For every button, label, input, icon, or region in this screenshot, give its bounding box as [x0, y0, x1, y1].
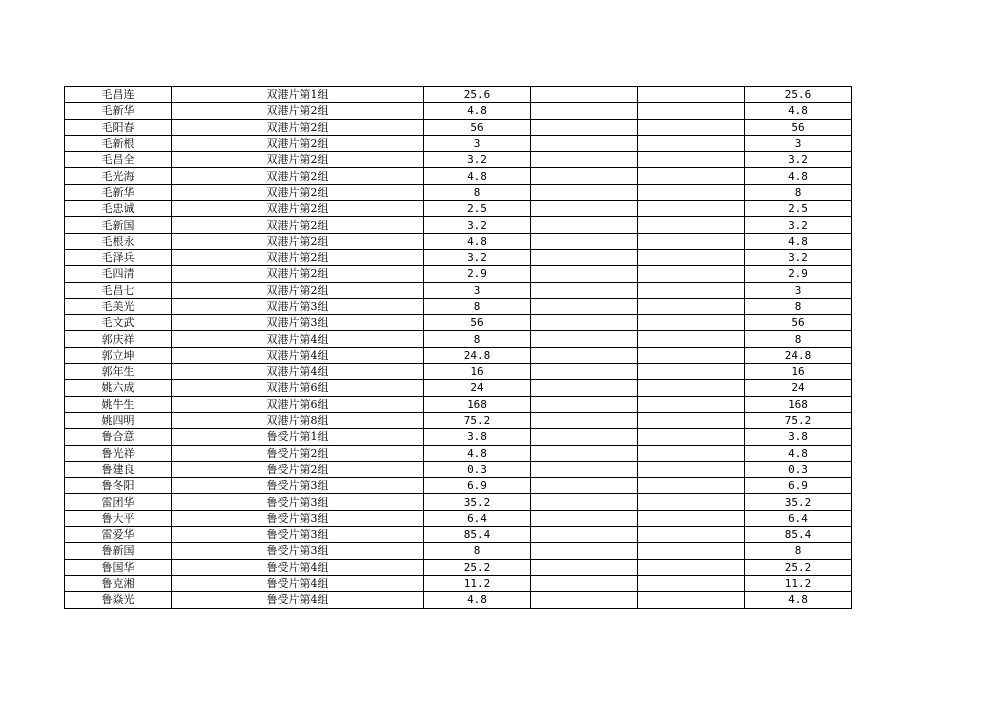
amount-cell: 4.8: [424, 445, 531, 461]
table-row: [65, 201, 852, 217]
group-cell: 双港片第4组: [172, 331, 424, 347]
group-cell: 鲁受片第3组: [172, 543, 424, 559]
group-cell: 双港片第3组: [172, 315, 424, 331]
group-cell: 双港片第2组: [172, 184, 424, 200]
total-cell: 3.2: [745, 249, 852, 265]
total-cell: 75.2: [745, 412, 852, 428]
amount-cell: 4.8: [424, 168, 531, 184]
empty-cell: [638, 119, 745, 135]
table-row: [65, 347, 852, 363]
amount-cell: 8: [424, 298, 531, 314]
total-cell: 16: [745, 364, 852, 380]
amount-cell: 0.3: [424, 461, 531, 477]
name-cell: 毛四清: [65, 266, 172, 282]
group-cell: 鲁受片第3组: [172, 494, 424, 510]
table-row: [65, 396, 852, 412]
empty-cell: [531, 298, 638, 314]
empty-cell: [638, 592, 745, 608]
amount-cell: 56: [424, 315, 531, 331]
name-cell: 郭年生: [65, 364, 172, 380]
empty-cell: [638, 331, 745, 347]
total-cell: 3.2: [745, 152, 852, 168]
amount-cell: 3.2: [424, 152, 531, 168]
empty-cell: [531, 478, 638, 494]
total-cell: 4.8: [745, 103, 852, 119]
total-cell: 6.9: [745, 478, 852, 494]
empty-cell: [531, 592, 638, 608]
total-cell: 168: [745, 396, 852, 412]
group-cell: 双港片第3组: [172, 298, 424, 314]
amount-cell: 85.4: [424, 527, 531, 543]
empty-cell: [638, 559, 745, 575]
empty-cell: [531, 347, 638, 363]
group-cell: 双港片第2组: [172, 135, 424, 151]
total-cell: 2.5: [745, 201, 852, 217]
amount-cell: 8: [424, 331, 531, 347]
group-cell: 双港片第2组: [172, 103, 424, 119]
amount-cell: 24.8: [424, 347, 531, 363]
name-cell: 鲁国华: [65, 559, 172, 575]
table-row: [65, 217, 852, 233]
empty-cell: [531, 103, 638, 119]
table-row: [65, 461, 852, 477]
amount-cell: 8: [424, 543, 531, 559]
table-row: [65, 575, 852, 591]
total-cell: 4.8: [745, 445, 852, 461]
empty-cell: [531, 331, 638, 347]
amount-cell: 4.8: [424, 103, 531, 119]
total-cell: 25.6: [745, 87, 852, 103]
empty-cell: [531, 396, 638, 412]
table-row: [65, 282, 852, 298]
total-cell: 11.2: [745, 575, 852, 591]
empty-cell: [531, 217, 638, 233]
amount-cell: 3: [424, 282, 531, 298]
group-cell: 双港片第2组: [172, 282, 424, 298]
empty-cell: [531, 152, 638, 168]
group-cell: 鲁受片第1组: [172, 429, 424, 445]
empty-cell: [638, 298, 745, 314]
amount-cell: 16: [424, 364, 531, 380]
group-cell: 鲁受片第4组: [172, 575, 424, 591]
empty-cell: [531, 461, 638, 477]
empty-cell: [531, 559, 638, 575]
empty-cell: [531, 266, 638, 282]
amount-cell: 75.2: [424, 412, 531, 428]
amount-cell: 3: [424, 135, 531, 151]
empty-cell: [531, 315, 638, 331]
name-cell: 毛新华: [65, 103, 172, 119]
amount-cell: 35.2: [424, 494, 531, 510]
name-cell: 毛根永: [65, 233, 172, 249]
table-body: [65, 87, 852, 609]
name-cell: 姚四明: [65, 412, 172, 428]
table-row: [65, 429, 852, 445]
empty-cell: [638, 412, 745, 428]
table-row: [65, 315, 852, 331]
table-row: [65, 478, 852, 494]
group-cell: 双港片第2组: [172, 233, 424, 249]
group-cell: 鲁受片第3组: [172, 478, 424, 494]
empty-cell: [531, 233, 638, 249]
amount-cell: 3.8: [424, 429, 531, 445]
empty-cell: [638, 152, 745, 168]
empty-cell: [638, 184, 745, 200]
name-cell: 毛新国: [65, 217, 172, 233]
group-cell: 双港片第8组: [172, 412, 424, 428]
total-cell: 6.4: [745, 510, 852, 526]
group-cell: 双港片第4组: [172, 364, 424, 380]
empty-cell: [638, 217, 745, 233]
empty-cell: [531, 201, 638, 217]
amount-cell: 4.8: [424, 592, 531, 608]
empty-cell: [638, 103, 745, 119]
table-row: [65, 380, 852, 396]
empty-cell: [531, 494, 638, 510]
name-cell: 毛忠诚: [65, 201, 172, 217]
group-cell: 双港片第2组: [172, 217, 424, 233]
total-cell: 3: [745, 135, 852, 151]
amount-cell: 6.9: [424, 478, 531, 494]
name-cell: 毛新根: [65, 135, 172, 151]
empty-cell: [531, 510, 638, 526]
group-cell: 双港片第2组: [172, 152, 424, 168]
group-cell: 双港片第2组: [172, 201, 424, 217]
table-row: [65, 592, 852, 608]
table-row: [65, 168, 852, 184]
name-cell: 郭庆祥: [65, 331, 172, 347]
empty-cell: [638, 201, 745, 217]
empty-cell: [638, 233, 745, 249]
name-cell: 鲁冬阳: [65, 478, 172, 494]
empty-cell: [531, 380, 638, 396]
total-cell: 4.8: [745, 168, 852, 184]
empty-cell: [638, 543, 745, 559]
table-row: [65, 233, 852, 249]
data-table: [64, 86, 852, 609]
empty-cell: [638, 168, 745, 184]
name-cell: 鲁克湘: [65, 575, 172, 591]
name-cell: 姚六成: [65, 380, 172, 396]
group-cell: 鲁受片第3组: [172, 527, 424, 543]
group-cell: 双港片第2组: [172, 119, 424, 135]
table-row: [65, 135, 852, 151]
group-cell: 双港片第2组: [172, 249, 424, 265]
empty-cell: [531, 119, 638, 135]
amount-cell: 6.4: [424, 510, 531, 526]
group-cell: 双港片第1组: [172, 87, 424, 103]
name-cell: 雷团华: [65, 494, 172, 510]
name-cell: 郭立坤: [65, 347, 172, 363]
empty-cell: [531, 412, 638, 428]
empty-cell: [638, 575, 745, 591]
empty-cell: [531, 168, 638, 184]
group-cell: 鲁受片第4组: [172, 592, 424, 608]
name-cell: 毛昌七: [65, 282, 172, 298]
total-cell: 85.4: [745, 527, 852, 543]
empty-cell: [531, 87, 638, 103]
total-cell: 35.2: [745, 494, 852, 510]
table-row: [65, 87, 852, 103]
amount-cell: 25.6: [424, 87, 531, 103]
name-cell: 毛昌全: [65, 152, 172, 168]
total-cell: 25.2: [745, 559, 852, 575]
name-cell: 毛新华: [65, 184, 172, 200]
total-cell: 8: [745, 543, 852, 559]
empty-cell: [531, 527, 638, 543]
empty-cell: [638, 282, 745, 298]
group-cell: 双港片第4组: [172, 347, 424, 363]
empty-cell: [638, 315, 745, 331]
total-cell: 4.8: [745, 592, 852, 608]
total-cell: 3.2: [745, 217, 852, 233]
group-cell: 双港片第2组: [172, 266, 424, 282]
name-cell: 鲁焱光: [65, 592, 172, 608]
empty-cell: [638, 494, 745, 510]
empty-cell: [638, 445, 745, 461]
empty-cell: [531, 249, 638, 265]
total-cell: 8: [745, 184, 852, 200]
table-row: [65, 249, 852, 265]
empty-cell: [531, 135, 638, 151]
empty-cell: [638, 527, 745, 543]
empty-cell: [638, 461, 745, 477]
table-row: [65, 559, 852, 575]
name-cell: 鲁新国: [65, 543, 172, 559]
total-cell: 8: [745, 331, 852, 347]
amount-cell: 3.2: [424, 249, 531, 265]
empty-cell: [531, 429, 638, 445]
empty-cell: [531, 575, 638, 591]
total-cell: 56: [745, 315, 852, 331]
name-cell: 毛文武: [65, 315, 172, 331]
empty-cell: [638, 396, 745, 412]
empty-cell: [531, 364, 638, 380]
group-cell: 双港片第6组: [172, 396, 424, 412]
amount-cell: 24: [424, 380, 531, 396]
empty-cell: [638, 87, 745, 103]
amount-cell: 168: [424, 396, 531, 412]
table-row: [65, 510, 852, 526]
empty-cell: [638, 266, 745, 282]
name-cell: 鲁建良: [65, 461, 172, 477]
empty-cell: [638, 347, 745, 363]
table-row: [65, 266, 852, 282]
table-row: [65, 119, 852, 135]
name-cell: 毛昌连: [65, 87, 172, 103]
group-cell: 鲁受片第3组: [172, 510, 424, 526]
group-cell: 鲁受片第2组: [172, 461, 424, 477]
table-row: [65, 298, 852, 314]
total-cell: 56: [745, 119, 852, 135]
group-cell: 鲁受片第2组: [172, 445, 424, 461]
amount-cell: 4.8: [424, 233, 531, 249]
table-row: [65, 103, 852, 119]
total-cell: 4.8: [745, 233, 852, 249]
amount-cell: 2.9: [424, 266, 531, 282]
amount-cell: 11.2: [424, 575, 531, 591]
group-cell: 双港片第2组: [172, 168, 424, 184]
amount-cell: 56: [424, 119, 531, 135]
empty-cell: [638, 478, 745, 494]
amount-cell: 8: [424, 184, 531, 200]
table-row: [65, 152, 852, 168]
empty-cell: [638, 510, 745, 526]
empty-cell: [638, 364, 745, 380]
total-cell: 3: [745, 282, 852, 298]
empty-cell: [638, 249, 745, 265]
name-cell: 毛光海: [65, 168, 172, 184]
table-row: [65, 364, 852, 380]
empty-cell: [531, 184, 638, 200]
name-cell: 毛阳春: [65, 119, 172, 135]
name-cell: 鲁合意: [65, 429, 172, 445]
empty-cell: [638, 135, 745, 151]
name-cell: 毛美光: [65, 298, 172, 314]
table-row: [65, 331, 852, 347]
total-cell: 24.8: [745, 347, 852, 363]
amount-cell: 3.2: [424, 217, 531, 233]
name-cell: 姚牛生: [65, 396, 172, 412]
amount-cell: 25.2: [424, 559, 531, 575]
total-cell: 24: [745, 380, 852, 396]
table-row: [65, 184, 852, 200]
table-row: [65, 494, 852, 510]
empty-cell: [638, 429, 745, 445]
group-cell: 双港片第6组: [172, 380, 424, 396]
table-row: [65, 445, 852, 461]
total-cell: 8: [745, 298, 852, 314]
name-cell: 鲁大平: [65, 510, 172, 526]
empty-cell: [531, 543, 638, 559]
name-cell: 鲁光祥: [65, 445, 172, 461]
table-row: [65, 527, 852, 543]
empty-cell: [531, 445, 638, 461]
name-cell: 雷爱华: [65, 527, 172, 543]
table-row: [65, 412, 852, 428]
empty-cell: [531, 282, 638, 298]
total-cell: 3.8: [745, 429, 852, 445]
name-cell: 毛泽兵: [65, 249, 172, 265]
table-row: [65, 543, 852, 559]
total-cell: 0.3: [745, 461, 852, 477]
amount-cell: 2.5: [424, 201, 531, 217]
group-cell: 鲁受片第4组: [172, 559, 424, 575]
empty-cell: [638, 380, 745, 396]
total-cell: 2.9: [745, 266, 852, 282]
